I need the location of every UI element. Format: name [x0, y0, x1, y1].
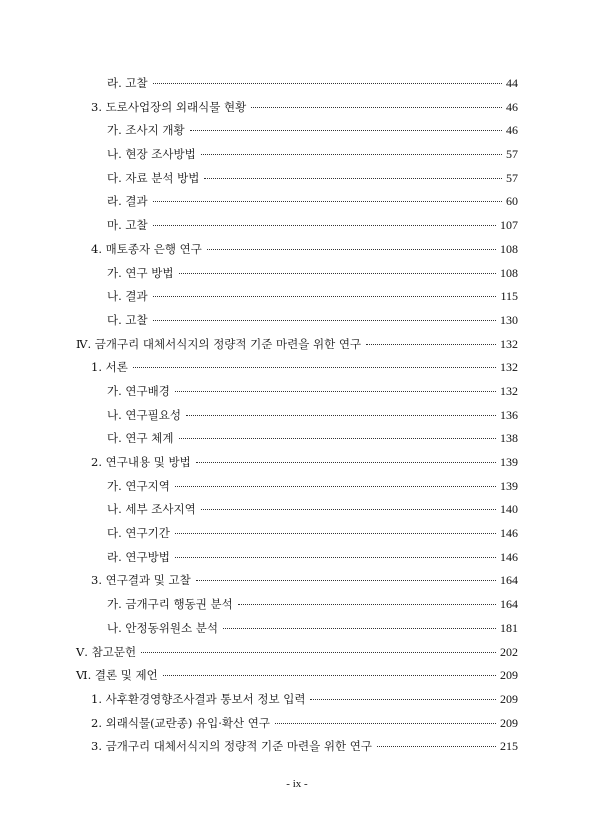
toc-entry[interactable]: [76, 641, 518, 665]
toc-entry-page-number: 181: [500, 620, 518, 635]
toc-entry-page-number: 164: [500, 597, 518, 612]
dot-leader: [153, 83, 502, 84]
page-number: - ix -: [286, 778, 308, 790]
toc-entry-page-number: 209: [500, 691, 518, 706]
toc-entry[interactable]: [76, 617, 518, 641]
toc-entry[interactable]: [76, 404, 518, 428]
toc-entry[interactable]: [76, 72, 518, 96]
table-of-contents: [76, 72, 518, 759]
toc-entry-page-number: 139: [500, 455, 518, 469]
toc-entry[interactable]: [76, 214, 518, 238]
toc-entry-page-number: 138: [500, 431, 518, 446]
toc-entry[interactable]: [76, 309, 518, 333]
toc-entry-label: 4. 매토종자 은행 연구: [91, 241, 202, 256]
toc-entry-page-number: 46: [506, 123, 518, 138]
toc-entry-page-number: 60: [506, 194, 518, 209]
toc-entry-label: 가. 조사지 개황: [107, 123, 185, 138]
dot-leader: [175, 391, 496, 392]
toc-entry[interactable]: [76, 119, 518, 143]
toc-entry-page-number: 215: [500, 739, 518, 754]
toc-entry-page-number: 44: [506, 76, 518, 90]
toc-entry-label: 다. 고찰: [107, 312, 148, 327]
dot-leader: [366, 344, 496, 345]
dot-leader: [153, 225, 496, 226]
toc-entry[interactable]: [76, 96, 518, 120]
toc-entry-label: Ⅴ. 참고문헌: [76, 644, 137, 659]
toc-entry[interactable]: [76, 735, 518, 759]
toc-entry-label: 나. 안정동위원소 분석: [107, 620, 218, 635]
toc-entry-label: 라. 결과: [107, 194, 148, 209]
toc-entry[interactable]: [76, 688, 518, 712]
toc-entry[interactable]: [76, 569, 518, 593]
toc-entry[interactable]: [76, 546, 518, 570]
dot-leader: [153, 296, 497, 297]
toc-entry-label: 라. 고찰: [107, 76, 148, 90]
toc-entry-page-number: 136: [500, 407, 518, 422]
toc-entry-page-number: 115: [500, 289, 518, 304]
toc-entry[interactable]: [76, 380, 518, 404]
toc-entry-label: 가. 연구 방법: [107, 265, 174, 280]
toc-entry-page-number: 146: [500, 549, 518, 564]
toc-entry-page-number: 164: [500, 573, 518, 588]
toc-entry[interactable]: [76, 262, 518, 286]
toc-entry[interactable]: [76, 356, 518, 380]
dot-leader: [201, 509, 496, 510]
toc-entry-label: 나. 현장 조사방법: [107, 147, 196, 162]
dot-leader: [238, 604, 496, 605]
dot-leader: [175, 557, 496, 558]
toc-entry[interactable]: [76, 451, 518, 475]
toc-entry-label: 마. 고찰: [107, 218, 148, 233]
toc-entry-label: 다. 연구 체계: [107, 431, 174, 446]
toc-entry[interactable]: [76, 333, 518, 357]
dot-leader: [275, 723, 496, 724]
dot-leader: [186, 415, 496, 416]
dot-leader: [163, 675, 496, 676]
toc-entry-label: 라. 연구방법: [107, 549, 170, 564]
dot-leader: [175, 533, 496, 534]
dot-leader: [153, 201, 502, 202]
toc-entry[interactable]: [76, 593, 518, 617]
toc-entry[interactable]: [76, 427, 518, 451]
dot-leader: [204, 178, 502, 179]
toc-entry-label: 나. 연구필요성: [107, 407, 181, 422]
dot-leader: [196, 580, 496, 581]
toc-entry-page-number: 57: [506, 170, 518, 185]
toc-entry-label: 3. 금개구리 대체서식지의 정량적 기준 마련을 위한 연구: [91, 739, 372, 754]
toc-entry-label: 가. 연구지역: [107, 478, 170, 493]
toc-entry[interactable]: [76, 522, 518, 546]
toc-entry[interactable]: [76, 167, 518, 191]
dot-leader: [179, 438, 496, 439]
toc-entry-page-number: 132: [500, 336, 518, 351]
dot-leader: [133, 367, 496, 368]
toc-entry-label: 나. 세부 조사지역: [107, 502, 196, 517]
toc-entry-label: 가. 금개구리 행동권 분석: [107, 597, 233, 612]
toc-entry-label: 다. 자료 분석 방법: [107, 170, 200, 185]
toc-entry[interactable]: [76, 143, 518, 167]
toc-entry-label: 2. 연구내용 및 방법: [91, 455, 191, 469]
toc-entry-page-number: 132: [500, 360, 518, 375]
toc-entry-page-number: 209: [500, 715, 518, 730]
dot-leader: [153, 320, 496, 321]
toc-entry-label: 3. 도로사업장의 외래식물 현황: [91, 99, 247, 114]
toc-entry[interactable]: [76, 664, 518, 688]
dot-leader: [377, 746, 496, 747]
dot-leader: [223, 628, 496, 629]
toc-entry-label: 1. 서론: [91, 360, 128, 375]
dot-leader: [251, 107, 502, 108]
toc-entry-page-number: 107: [500, 218, 518, 233]
toc-entry-page-number: 57: [506, 147, 518, 162]
dot-leader: [310, 699, 496, 700]
toc-entry[interactable]: [76, 498, 518, 522]
toc-entry[interactable]: [76, 285, 518, 309]
toc-entry-label: 3. 연구결과 및 고찰: [91, 573, 191, 588]
toc-entry-page-number: 46: [506, 99, 518, 114]
toc-entry-page-number: 146: [500, 526, 518, 541]
dot-leader: [207, 249, 496, 250]
toc-entry[interactable]: [76, 238, 518, 262]
dot-leader: [175, 486, 496, 487]
toc-entry-label: 2. 외래식물(교란종) 유입·확산 연구: [91, 715, 270, 730]
toc-entry[interactable]: [76, 190, 518, 214]
toc-entry-label: Ⅵ. 결론 및 제언: [76, 668, 158, 683]
toc-entry[interactable]: [76, 712, 518, 736]
toc-entry-page-number: 139: [500, 478, 518, 493]
toc-entry-page-number: 140: [500, 502, 518, 517]
toc-entry-page-number: 108: [500, 241, 518, 256]
dot-leader: [201, 154, 502, 155]
toc-entry-page-number: 132: [500, 383, 518, 398]
toc-entry-page-number: 202: [500, 644, 518, 659]
toc-entry-label: 다. 연구기간: [107, 526, 170, 541]
toc-entry[interactable]: [76, 475, 518, 499]
toc-entry-page-number: 108: [500, 265, 518, 280]
dot-leader: [190, 130, 502, 131]
dot-leader: [196, 462, 496, 463]
toc-entry-label: 가. 연구배경: [107, 383, 170, 398]
dot-leader: [141, 652, 496, 653]
toc-entry-label: Ⅳ. 금개구리 대체서식지의 정량적 기준 마련을 위한 연구: [76, 336, 362, 351]
dot-leader: [179, 273, 496, 274]
toc-entry-label: 나. 결과: [107, 289, 148, 304]
toc-entry-page-number: 130: [500, 312, 518, 327]
toc-entry-label: 1. 사후환경영향조사결과 통보서 정보 입력: [91, 691, 306, 706]
toc-entry-page-number: 209: [500, 668, 518, 683]
